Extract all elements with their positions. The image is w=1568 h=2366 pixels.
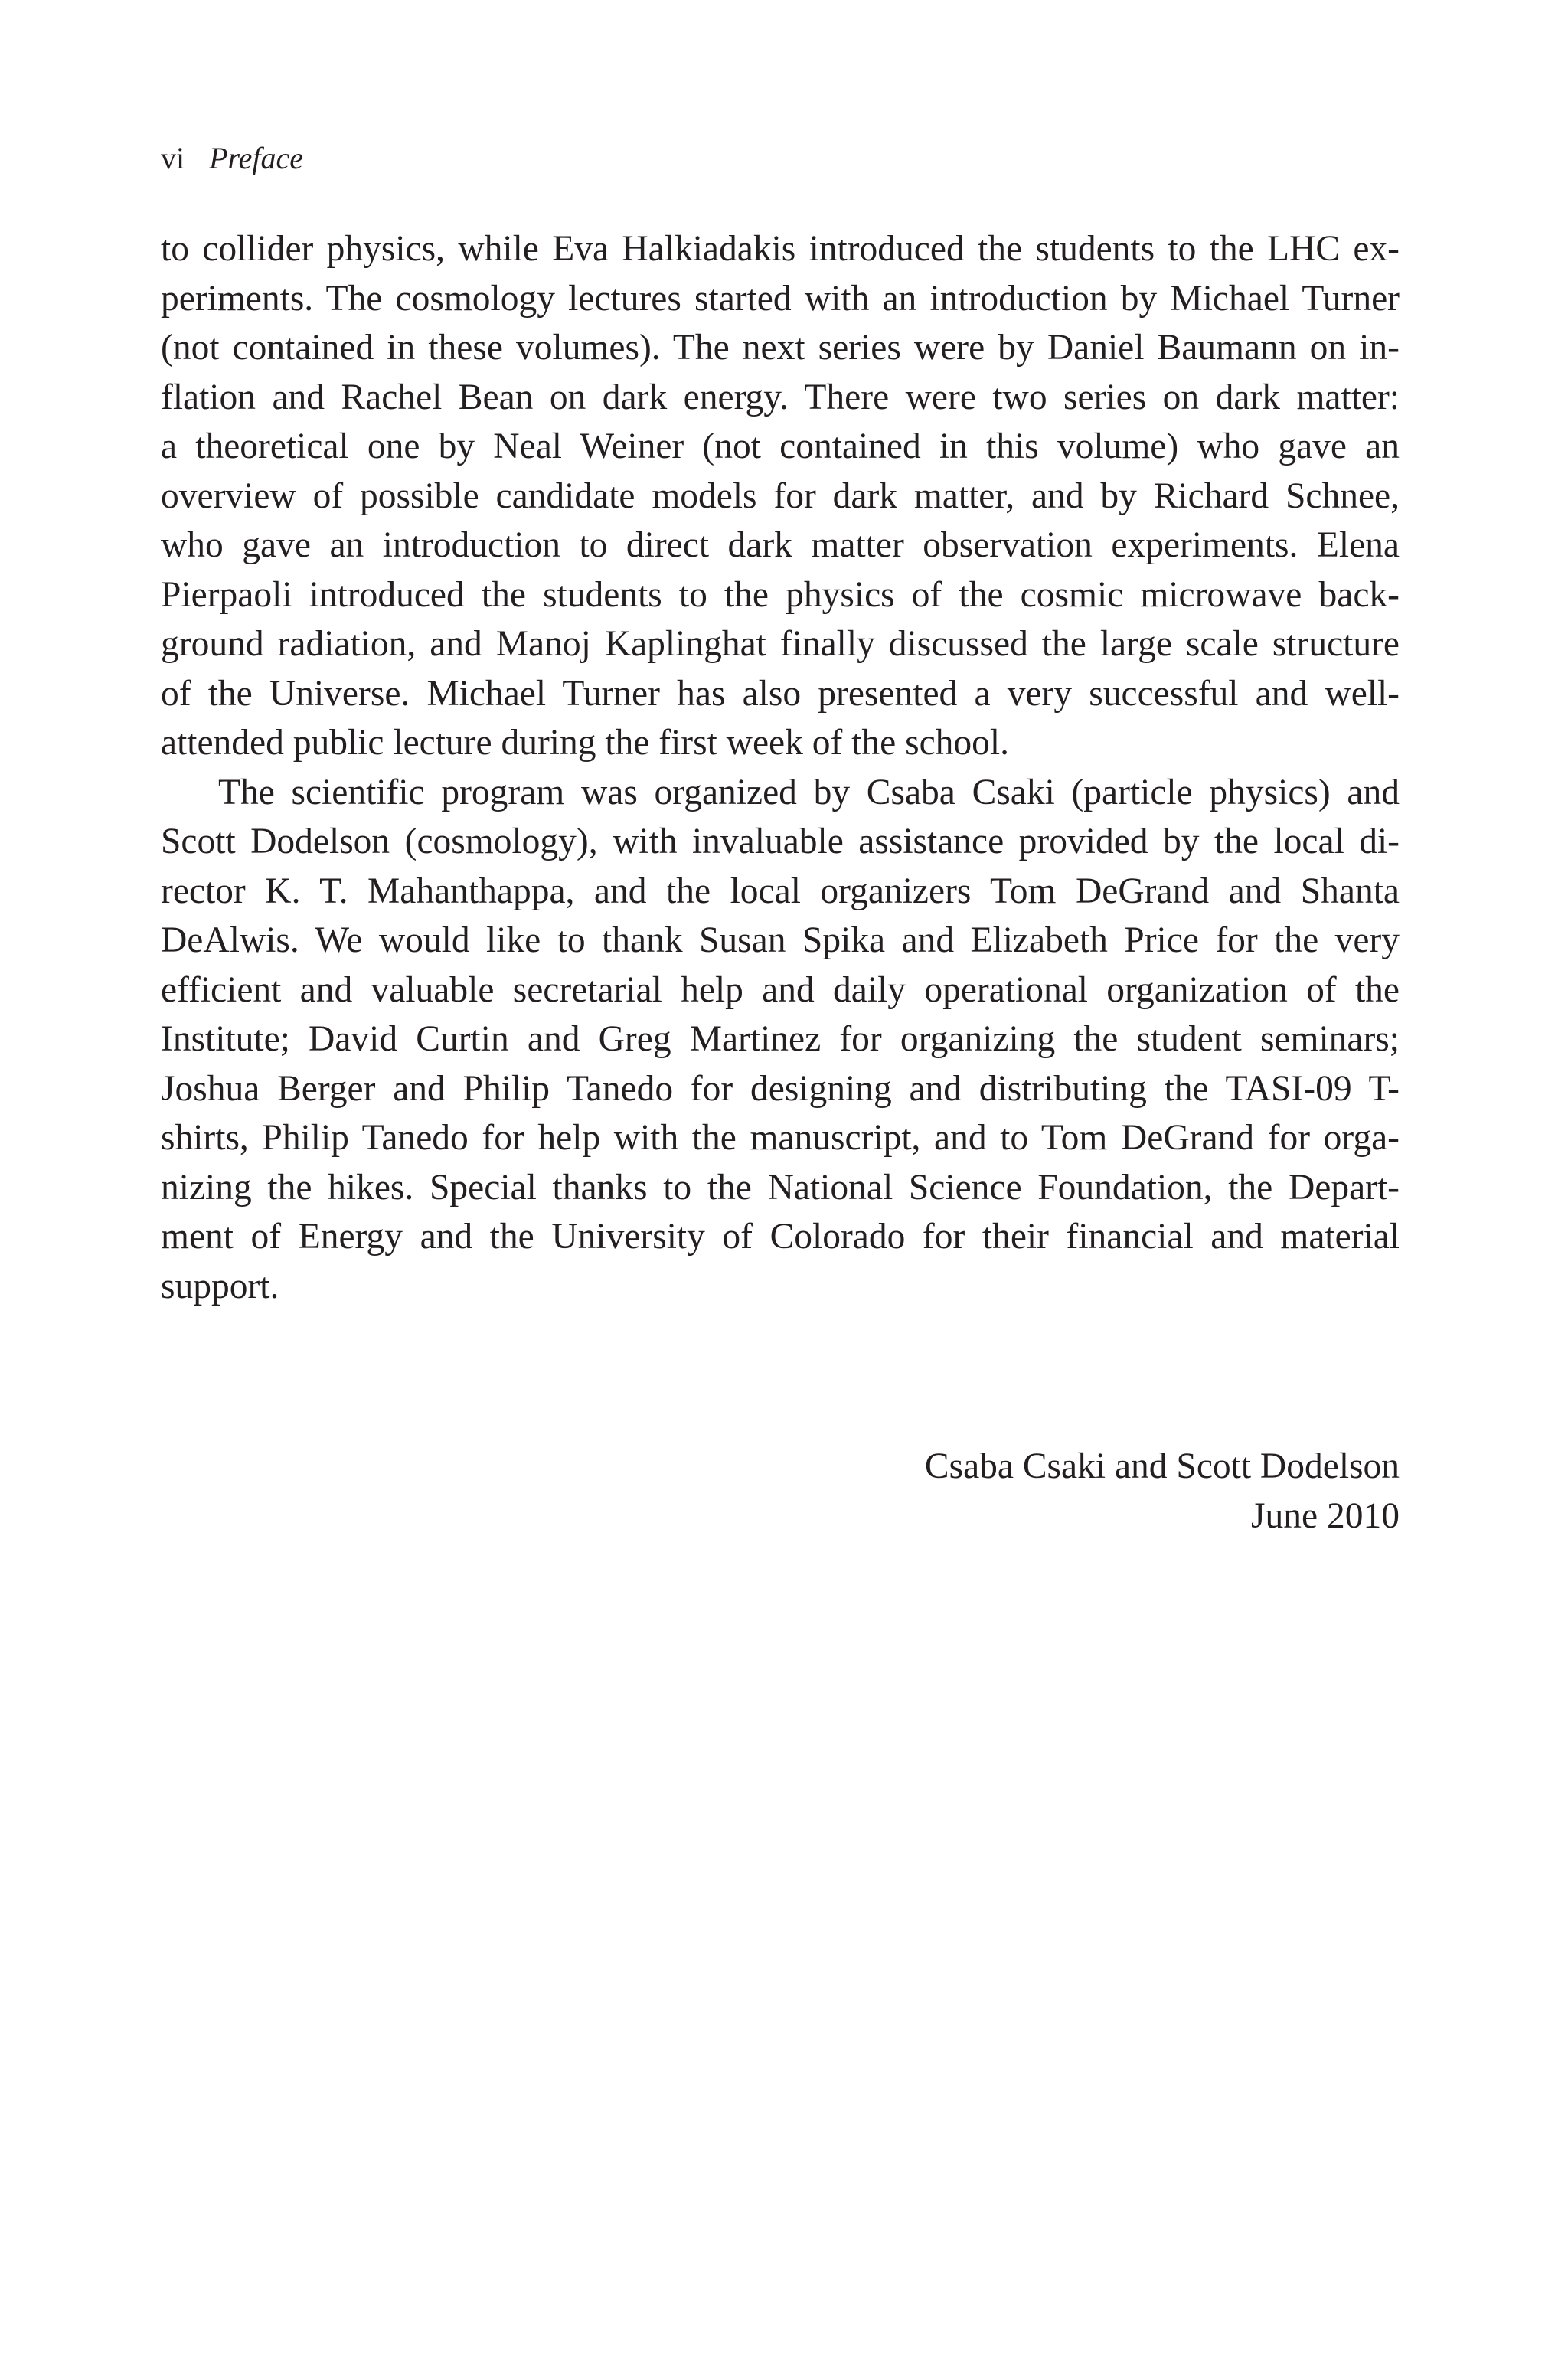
text-line: periments. The cosmology lectures started with an introduction by Michael Turner	[161, 278, 1400, 319]
text-line: Joshua Berger and Philip Tanedo for designing and distributing the TASI-09 T-	[161, 1068, 1400, 1109]
text-line: ment of Energy and the University of Colorado for their financial and material	[161, 1217, 1400, 1257]
text-line: DeAlwis. We would like to thank Susan Spika and Elizabeth Price for the very	[161, 920, 1400, 960]
signature-block	[925, 1442, 1400, 1541]
page-number: vi	[161, 141, 185, 175]
signature-date: June 2010	[1251, 1495, 1400, 1536]
body-text	[161, 224, 1400, 1311]
text-line: overview of possible candidate models for dark matter, and by Richard Schnee,	[161, 475, 1400, 516]
text-line: The scientific program was organized by Csaba Csaki (particle physics) and	[218, 772, 1400, 812]
text-line: a theoretical one by Neal Weiner (not contained in this volume) who gave an	[161, 426, 1400, 466]
text-line: support.	[161, 1266, 279, 1306]
text-line: who gave an introduction to direct dark matter observation experiments. Elena	[161, 525, 1400, 565]
text-line: rector K. T. Mahanthappa, and the local organizers Tom DeGrand and Shanta	[161, 871, 1400, 911]
text-line: (not contained in these volumes). The next series were by Daniel Baumann on in-	[161, 328, 1400, 368]
text-line: to collider physics, while Eva Halkiadakis introduced the students to the LHC ex-	[161, 229, 1400, 269]
running-head	[161, 140, 303, 177]
text-line: attended public lecture during the first week of the school.	[161, 723, 1009, 763]
document-page	[161, 0, 1400, 2366]
text-line: Scott Dodelson (cosmology), with invaluable assistance provided by the local di-	[161, 822, 1400, 861]
text-line: shirts, Philip Tanedo for help with the manuscript, and to Tom DeGrand for orga-	[161, 1118, 1400, 1158]
text-line: nizing the hikes. Special thanks to the National Science Foundation, the Depart-	[161, 1167, 1400, 1208]
signature-authors: Csaba Csaki and Scott Dodelson	[924, 1446, 1400, 1486]
text-line: flation and Rachel Bean on dark energy. There were two series on dark matter:	[161, 377, 1400, 417]
text-line: efficient and valuable secretarial help and daily operational organization of the	[161, 969, 1400, 1010]
paragraph-2	[161, 768, 1400, 1312]
text-line: of the Universe. Michael Turner has also presented a very successful and well-	[161, 673, 1400, 714]
paragraph-1	[161, 224, 1400, 768]
text-line: Institute; David Curtin and Greg Martinez for organizing the student seminars;	[161, 1019, 1400, 1059]
section-title: Preface	[209, 141, 304, 175]
text-line: ground radiation, and Manoj Kaplinghat finally discussed the large scale structure	[161, 624, 1400, 664]
text-line: Pierpaoli introduced the students to the physics of the cosmic microwave back-	[161, 574, 1400, 615]
